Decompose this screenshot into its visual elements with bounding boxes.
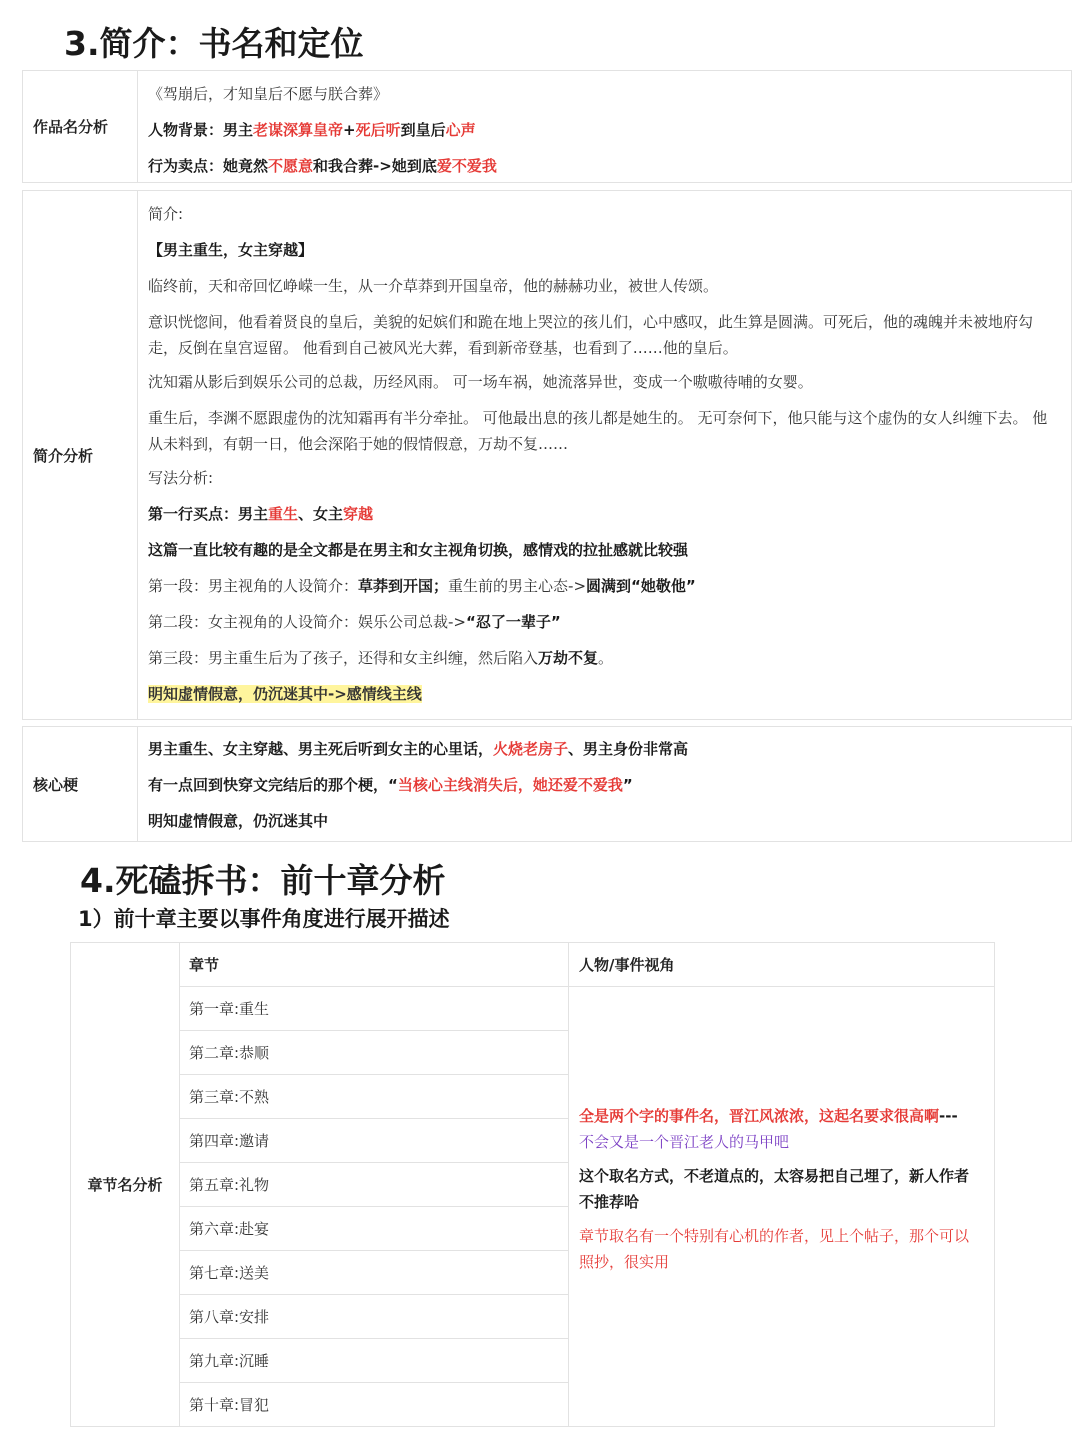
chapter-cell: 第九章:沉睡	[179, 1339, 569, 1383]
core-trope-label: 核心梗	[23, 727, 138, 841]
writing-line-4: 第二段：女主视角的人设简介：娱乐公司总裁->“忍了一辈子”	[148, 613, 561, 631]
writing-analysis-label: 写法分析:	[148, 469, 214, 487]
intro-label: 简介:	[148, 205, 184, 223]
character-background: 人物背景：男主老谋深算皇帝+死后听到皇后心声	[148, 121, 476, 139]
perspective-column-header: 人物/事件视角	[569, 943, 994, 987]
highlight-line: 明知虚情假意，仍沉迷其中->感情线主线	[148, 685, 422, 703]
core-trope-block	[22, 726, 1072, 842]
chapter-table	[70, 942, 995, 1427]
chapter-cell: 第十章:冒犯	[179, 1383, 569, 1427]
title-analysis-block	[22, 70, 1072, 183]
chapter-cell: 第四章:邀请	[179, 1119, 569, 1163]
core-line-3: 明知虚情假意，仍沉迷其中	[148, 812, 329, 830]
intro-paragraph-1: 临终前，天和帝回忆峥嵘一生，从一介草莽到开国皇帝，他的赫赫功业，被世人传颂。	[148, 277, 719, 295]
writing-line-5: 第三段：男主重生后为了孩子，还得和女主纠缠，然后陷入万劫不复。	[148, 649, 614, 667]
note-2: 这个取名方式，不老道点的，太容易把自己埋了，新人作者不推荐哈	[579, 1167, 970, 1211]
chapter-list	[179, 987, 569, 1427]
chapter-cell: 第二章:恭顺	[179, 1031, 569, 1075]
section3-title: 3.简介：书名和定位	[64, 24, 364, 63]
writing-line-1: 第一行买点：男主重生、女主穿越	[148, 505, 374, 523]
section4-title: 4.死磕拆书：前十章分析	[80, 861, 446, 900]
chapter-naming-notes	[579, 1103, 979, 1283]
selling-point: 行为卖点：她竟然不愿意和我合葬->她到底爱不爱我	[148, 157, 497, 175]
intro-paragraph-4: 重生后，李渊不愿跟虚伪的沈知霜再有半分牵扯。 可他最出息的孩儿都是她生的。 无可奈何下，他只能与这个虚伪的女人纠缠下去。 他从未料到，有朝一日，他会深陷于她的假情假意，万劫不复……	[148, 409, 1048, 453]
note-1: 全是两个字的事件名，晋江风浓浓，这起名要求很高啊--- 不会又是一个晋江老人的马甲吧	[579, 1107, 958, 1151]
intro-paragraph-3: 沈知霜从影后到娱乐公司的总裁，历经风雨。 可一场车祸，她流落异世，变成一个嗷嗷待哺的女婴。	[148, 373, 813, 391]
writing-line-3: 第一段：男主视角的人设简介：草莽到开国；重生前的男主心态->圆满到“她敬他”	[148, 577, 696, 595]
section4-subtitle: 1）前十章主要以事件角度进行展开描述	[78, 907, 450, 931]
chapter-column-header: 章节	[179, 943, 569, 987]
intro-tag: 【男主重生，女主穿越】	[148, 241, 314, 259]
intro-paragraph-2: 意识恍惚间，他看着贤良的皇后，美貌的妃嫔们和跪在地上哭泣的孩儿们，心中感叹，此生算是圆满。可死后，他的魂魄并未被地府勾走，反倒在皇宫逗留。 他看到自己被风光大葬，看到新帝登基，也看到了……他的皇后。	[148, 313, 1034, 357]
intro-analysis-block	[22, 190, 1072, 720]
chapter-cell: 第六章:赴宴	[179, 1207, 569, 1251]
chapter-cell: 第八章:安排	[179, 1295, 569, 1339]
chapter-cell: 第七章:送美	[179, 1251, 569, 1295]
book-title: 《驾崩后，才知皇后不愿与朕合葬》	[148, 85, 389, 103]
core-line-1: 男主重生、女主穿越、男主死后听到女主的心里话，火烧老房子、男主身份非常高	[148, 740, 689, 758]
core-line-2: 有一点回到快穿文完结后的那个梗，“当核心主线消失后，她还爱不爱我”	[148, 776, 633, 794]
title-analysis-label: 作品名分析	[23, 71, 138, 182]
chapter-row-label: 章节名分析	[71, 943, 180, 1426]
chapter-cell: 第一章:重生	[179, 987, 569, 1031]
note-3: 章节取名有一个特别有心机的作者，见上个帖子，那个可以照抄，很实用	[579, 1227, 970, 1271]
chapter-cell: 第五章:礼物	[179, 1163, 569, 1207]
chapter-cell: 第三章:不熟	[179, 1075, 569, 1119]
writing-line-2: 这篇一直比较有趣的是全文都是在男主和女主视角切换，感情戏的拉扯感就比较强	[148, 541, 689, 559]
intro-analysis-label: 简介分析	[23, 191, 138, 719]
